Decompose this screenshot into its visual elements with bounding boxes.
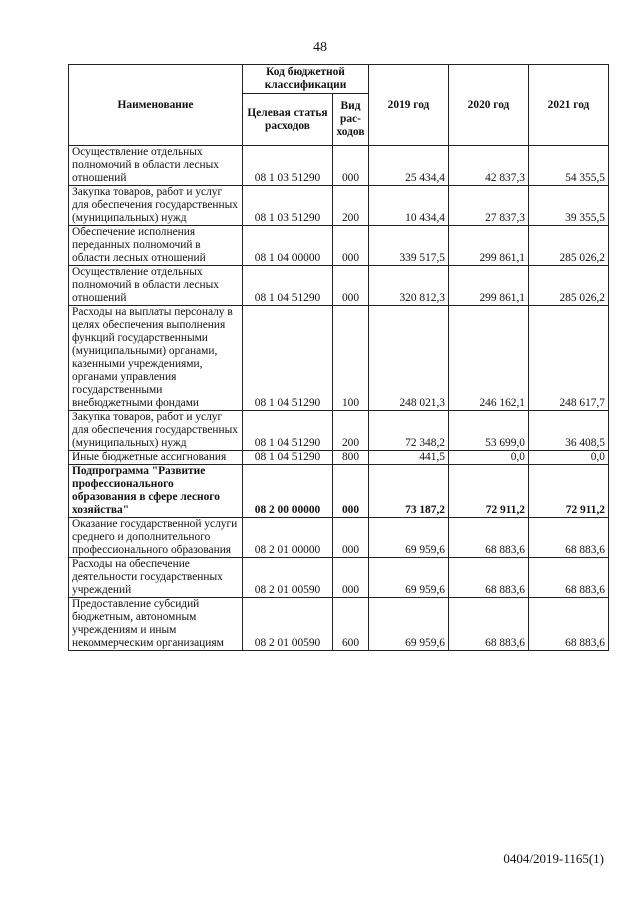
- row-name: Осуществление отдельных полномочий в области лесных отношений: [69, 266, 243, 306]
- row-target-code: 08 2 00 00000: [243, 465, 333, 518]
- row-expense-type: 800: [333, 451, 369, 465]
- row-value-2019: 69 959,6: [369, 518, 449, 558]
- row-target-code: 08 2 01 00000: [243, 518, 333, 558]
- row-value-2021: 39 355,5: [529, 186, 609, 226]
- row-value-2020: 68 883,6: [449, 598, 529, 651]
- row-target-code: 08 2 01 00590: [243, 598, 333, 651]
- row-target-code: 08 1 04 51290: [243, 411, 333, 451]
- row-value-2021: 36 408,5: [529, 411, 609, 451]
- row-name: Закупка товаров, работ и услуг для обеспечения государственных (муниципальных) нужд: [69, 186, 243, 226]
- row-expense-type: 000: [333, 558, 369, 598]
- row-name: Расходы на выплаты персоналу в целях обеспечения выполнения функций государственными (муниципальными) органами, казенными учреждениями, органами управления государственными внебюджетными фондами: [69, 306, 243, 411]
- row-expense-type: 000: [333, 226, 369, 266]
- header-code-group: Код бюджетной классификации: [243, 65, 369, 94]
- header-type: Вид рас-ходов: [333, 94, 369, 146]
- row-name: Расходы на обеспечение деятельности государственных учреждений: [69, 558, 243, 598]
- row-name: Обеспечение исполнения переданных полномочий в области лесных отношений: [69, 226, 243, 266]
- row-value-2020: 53 699,0: [449, 411, 529, 451]
- row-value-2019: 10 434,4: [369, 186, 449, 226]
- row-expense-type: 600: [333, 598, 369, 651]
- row-value-2020: 299 861,1: [449, 226, 529, 266]
- row-expense-type: 000: [333, 146, 369, 186]
- row-value-2019: 25 434,4: [369, 146, 449, 186]
- row-name: Подпрограмма "Развитие профессионального образования в сфере лесного хозяйства": [69, 465, 243, 518]
- row-value-2021: 248 617,7: [529, 306, 609, 411]
- row-expense-type: 100: [333, 306, 369, 411]
- header-2021: 2021 год: [529, 65, 609, 146]
- row-target-code: 08 1 03 51290: [243, 186, 333, 226]
- table-row: [69, 411, 609, 451]
- row-value-2021: 68 883,6: [529, 558, 609, 598]
- row-value-2019: 72 348,2: [369, 411, 449, 451]
- row-value-2021: 285 026,2: [529, 226, 609, 266]
- row-value-2020: 246 162,1: [449, 306, 529, 411]
- row-value-2019: 73 187,2: [369, 465, 449, 518]
- budget-table: [68, 64, 609, 651]
- table-row: [69, 226, 609, 266]
- row-target-code: 08 2 01 00590: [243, 558, 333, 598]
- table-body: [69, 146, 609, 651]
- table-row: [69, 306, 609, 411]
- document-code: 0404/2019-1165(1): [503, 851, 604, 866]
- row-value-2021: 0,0: [529, 451, 609, 465]
- header-2020: 2020 год: [449, 65, 529, 146]
- row-value-2021: 72 911,2: [529, 465, 609, 518]
- row-target-code: 08 1 04 00000: [243, 226, 333, 266]
- row-expense-type: 200: [333, 186, 369, 226]
- header-2019: 2019 год: [369, 65, 449, 146]
- table-row: [69, 518, 609, 558]
- table-row: [69, 451, 609, 465]
- row-value-2021: 68 883,6: [529, 598, 609, 651]
- row-value-2021: 54 355,5: [529, 146, 609, 186]
- row-value-2019: 441,5: [369, 451, 449, 465]
- row-expense-type: 000: [333, 465, 369, 518]
- row-value-2020: 0,0: [449, 451, 529, 465]
- row-value-2020: 42 837,3: [449, 146, 529, 186]
- header-target: Целевая статья расходов: [243, 94, 333, 146]
- row-target-code: 08 1 04 51290: [243, 266, 333, 306]
- table-row: [69, 558, 609, 598]
- row-value-2020: 299 861,1: [449, 266, 529, 306]
- row-name: Осуществление отдельных полномочий в области лесных отношений: [69, 146, 243, 186]
- row-expense-type: 000: [333, 518, 369, 558]
- page-number: 48: [313, 40, 327, 55]
- row-value-2019: 320 812,3: [369, 266, 449, 306]
- row-expense-type: 000: [333, 266, 369, 306]
- table-row: [69, 186, 609, 226]
- row-value-2020: 72 911,2: [449, 465, 529, 518]
- row-value-2020: 68 883,6: [449, 518, 529, 558]
- row-name: Иные бюджетные ассигнования: [69, 451, 243, 465]
- row-value-2019: 339 517,5: [369, 226, 449, 266]
- row-value-2019: 69 959,6: [369, 558, 449, 598]
- table-row: [69, 146, 609, 186]
- row-value-2019: 69 959,6: [369, 598, 449, 651]
- header-name: Наименование: [69, 65, 243, 146]
- row-target-code: 08 1 04 51290: [243, 451, 333, 465]
- row-value-2019: 248 021,3: [369, 306, 449, 411]
- row-target-code: 08 1 04 51290: [243, 306, 333, 411]
- row-value-2020: 68 883,6: [449, 558, 529, 598]
- row-expense-type: 200: [333, 411, 369, 451]
- table-row: [69, 465, 609, 518]
- row-name: Закупка товаров, работ и услуг для обеспечения государственных (муниципальных) нужд: [69, 411, 243, 451]
- row-target-code: 08 1 03 51290: [243, 146, 333, 186]
- table-row: [69, 266, 609, 306]
- row-value-2021: 68 883,6: [529, 518, 609, 558]
- row-name: Оказание государственной услуги среднего и дополнительного профессионального образования: [69, 518, 243, 558]
- table-row: [69, 598, 609, 651]
- row-value-2021: 285 026,2: [529, 266, 609, 306]
- row-value-2020: 27 837,3: [449, 186, 529, 226]
- row-name: Предоставление субсидий бюджетным, автономным учреждениям и иным некоммерческим организациям: [69, 598, 243, 651]
